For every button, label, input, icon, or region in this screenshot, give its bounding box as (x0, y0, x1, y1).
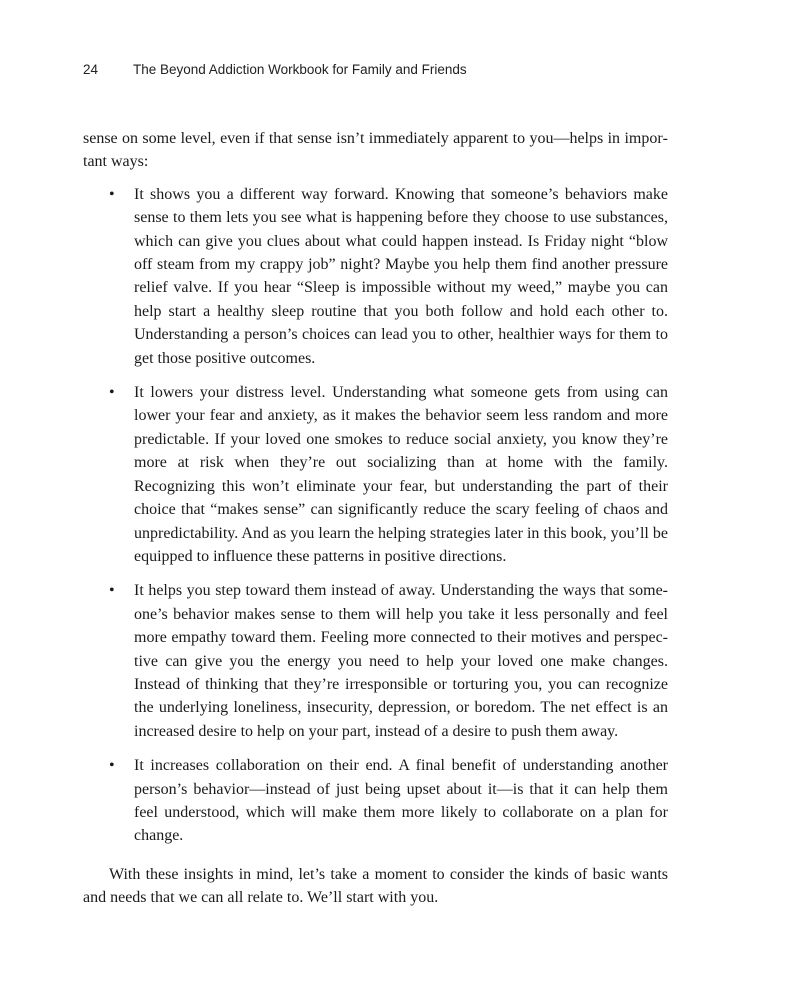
bullet-marker: • (109, 757, 115, 775)
list-item (83, 754, 668, 848)
intro-paragraph: sense on some level, even if that sense isn’t immediately apparent to you—helps in important ways: (83, 130, 668, 171)
list-item-text: It increases collaboration on their end. A final benefit of understanding another person’s behavior—instead of just being upset about it—is that it can help them feel understood, which will make them more likely to collaborate on a plan for change. (134, 757, 668, 845)
list-item-text: It helps you step toward them instead of away. Understanding the ways that someone’s behavior makes sense to them will help you take it less personally and feel more empathy toward them. Feeling more connected to their motives and perspective can give you the energy you need to help your loved one make changes. Instead of thinking that they’re irresponsible or torturing you, you can recognize the underlying loneliness, insecurity, depression, or boredom. The net effect is an increased desire to help on your part, instead of a desire to push them away. (134, 582, 668, 740)
book-title: The Beyond Addiction Workbook for Family and Friends (133, 62, 467, 77)
bullet-marker: • (109, 185, 115, 203)
bullet-marker: • (109, 384, 115, 402)
running-header (83, 62, 467, 77)
list-item-text: It lowers your distress level. Understanding what someone gets from using can lower your fear and anxiety, as it makes the behavior seem less random and more predictable. If your loved one smokes to reduce social anxiety, you know they’re more at risk when they’re out socializing than at home with the family. Recognizing this won’t eliminate your fear, but understanding the part of their choice that “makes sense” can significantly reduce the scary feeling of chaos and unpredictability. And as you learn the helping strategies later in this book, you’ll be equipped to influence these patterns in positive directions. (134, 384, 668, 565)
body-text (83, 127, 668, 910)
bullet-marker: • (109, 582, 115, 600)
bullet-list (83, 183, 668, 848)
page-number: 24 (83, 62, 99, 77)
list-item-text: It shows you a different way forward. Knowing that someone’s behaviors make sense to them lets you see what is happening before they choose to use substances, which can give you clues about what could happen instead. Is Friday night “blow off steam from my crappy job” night? Maybe you help them find another pressure relief valve. If you hear “Sleep is impossible without my weed,” maybe you can help start a healthy sleep routine that you both follow and hold each other to. Understanding a person’s choices can lead you to other, healthier ways for them to get those positive outcomes. (134, 185, 668, 367)
list-item (83, 183, 668, 370)
list-item (83, 381, 668, 568)
list-item (83, 579, 668, 743)
closing-paragraph: With these insights in mind, let’s take a moment to consider the kinds of basic wants and needs that we can all relate to. We’ll start with you. (83, 865, 668, 907)
